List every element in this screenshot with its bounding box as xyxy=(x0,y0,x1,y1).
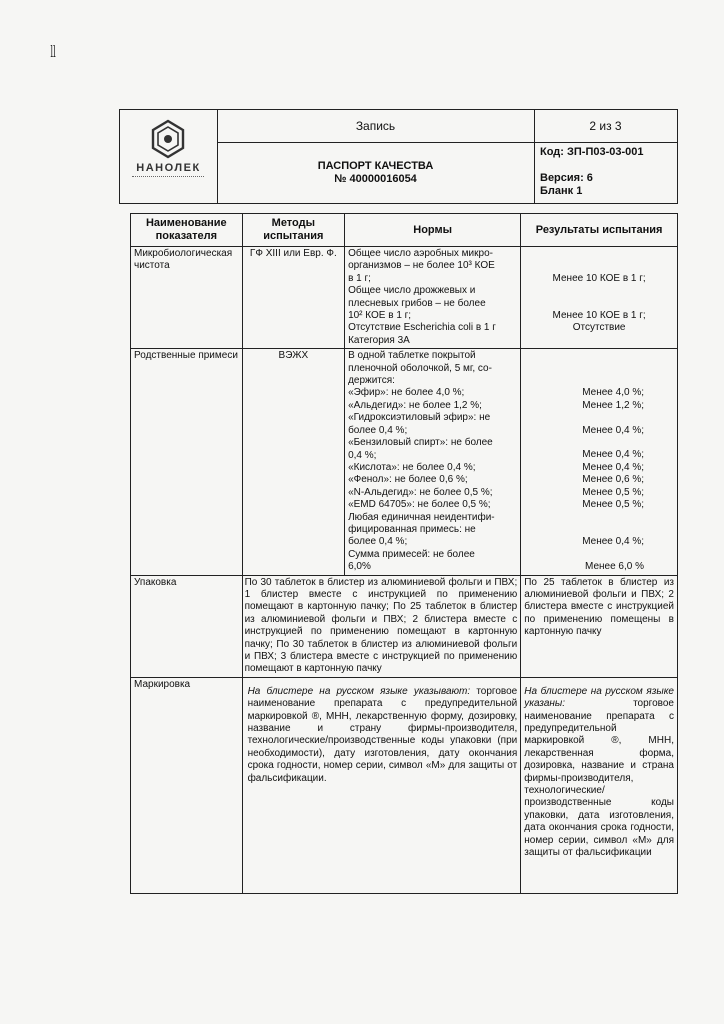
row-name: Упаковка xyxy=(131,575,243,677)
doc-number: № 40000016054 xyxy=(334,172,417,185)
doc-version: Версия: 6 xyxy=(540,172,593,184)
marking-result-lead: На блистере на русском языке указаны: xyxy=(524,685,674,710)
result-line: Менее 0,4 %; xyxy=(582,424,644,436)
table-row xyxy=(131,575,678,677)
norm-line: 6,0% xyxy=(348,561,371,573)
norm-line: держится: xyxy=(348,375,395,387)
norm-line: в 1 г; xyxy=(348,272,371,284)
packaging-result-text: По 25 таблеток в блистер из алюминиевой фольги и ПВХ; 2 блистера вместе с инструкцией по применению помещены в картонную пачку xyxy=(524,576,674,638)
result-line: Менее 10 КОЕ в 1 г; xyxy=(552,272,646,284)
table-row xyxy=(131,247,678,349)
norm-line: «Фенол»: не более 0,6 %; xyxy=(348,474,468,486)
handwritten-mark: ll xyxy=(50,42,56,61)
row-method: ГФ XIII или Евр. Ф. xyxy=(242,247,344,349)
row-norm xyxy=(345,349,521,575)
norm-line: более 0,4 %; xyxy=(348,424,408,436)
doc-title-block xyxy=(217,142,535,203)
norm-line: Общее число дрожжевых и xyxy=(348,285,476,297)
norm-line: «Альдегид»: не более 1,2 %; xyxy=(348,399,482,411)
result-line: Отсутствие xyxy=(572,322,626,334)
norm-line: 10² КОЕ в 1 г; xyxy=(348,310,412,322)
norm-line: Категория 3А xyxy=(348,334,410,346)
norm-line: фицированная примесь: не xyxy=(348,523,476,535)
result-line: Менее 0,4 %; xyxy=(582,536,644,548)
row-name: Родственные примеси xyxy=(131,349,243,575)
result-line: Менее 0,6 %; xyxy=(582,474,644,486)
document-header xyxy=(119,109,678,204)
norm-line: 0,4 %; xyxy=(348,449,377,461)
norm-line: организмов – не более 10³ КОЕ xyxy=(348,260,495,272)
col-header-method: Методы испытания xyxy=(242,214,344,247)
doc-codes xyxy=(540,142,677,203)
row-norm xyxy=(247,677,521,893)
table-row xyxy=(131,677,678,893)
norm-line: «Гидроксиэтиловый эфир»: не xyxy=(348,412,491,424)
result-line: Менее 0,4 %; xyxy=(582,449,644,461)
brand-tagline xyxy=(132,176,204,179)
table-row xyxy=(131,349,678,575)
nanolek-logo-icon xyxy=(147,118,189,160)
company-logo xyxy=(120,110,218,203)
doc-title: ПАСПОРТ КАЧЕСТВА xyxy=(317,159,434,172)
norm-line: «N-Альдегид»: не более 0,5 %; xyxy=(348,486,493,498)
norm-line: пленочной оболочкой, 5 мг, со- xyxy=(348,362,492,374)
row-norm xyxy=(244,575,521,677)
result-line: Менее 0,5 %; xyxy=(582,499,644,511)
row-result xyxy=(521,575,678,677)
table-header-row xyxy=(131,214,678,247)
norm-line: Отсутствие Escherichia coli в 1 г xyxy=(348,322,496,334)
norm-line: «Бензиловый спирт»: не более xyxy=(348,437,493,449)
row-result xyxy=(521,677,678,893)
marking-norm xyxy=(248,686,518,785)
row-method: ВЭЖХ xyxy=(242,349,344,575)
marking-result-text: торговое наименование препарата с предупредительной маркировкой ®, МНН, лекарственная форма, дозировка, название и страна фирмы-производителя, технологические/производственные коды упаковки, дата изготовления, дата окончания срока годности, номер серии, символ «М» для защиты от фальсификации xyxy=(524,698,674,859)
marking-norm-text: торговое наименование препарата с предупредительной маркировкой ®, МНН, лекарственную форму, дозировку, название и страну фирмы-производителя, технологические/производственные коды упаковки (при необходимости), дату изготовления, дату окончания срока годности, номер серии, символ «М» для защиты от фальсификации. xyxy=(247,685,518,784)
norm-line: «Кислота»: не более 0,4 %; xyxy=(348,461,476,473)
col-header-result: Результаты испытания xyxy=(521,214,678,247)
norm-line: В одной таблетке покрытой xyxy=(348,350,476,362)
norm-line: «EMD 64705»: не более 0,5 %; xyxy=(348,499,491,511)
result-line: Менее 1,2 %; xyxy=(582,399,644,411)
norm-line: Сумма примесей: не более xyxy=(348,548,475,560)
row-norm xyxy=(345,247,521,349)
doc-code: Код: ЗП-П03-03-001 xyxy=(540,146,644,158)
norm-line: Любая единичная неидентифи- xyxy=(348,511,495,523)
doc-blank: Бланк 1 xyxy=(540,185,583,197)
result-line: Менее 6,0 % xyxy=(585,561,644,573)
row-name: Маркировка xyxy=(131,677,243,893)
col-header-norm: Нормы xyxy=(345,214,521,247)
norm-line: более 0,4 %; xyxy=(348,536,408,548)
norm-line: Общее число аэробных микро- xyxy=(348,248,493,259)
packaging-norm-text: По 30 таблеток в блистер из алюминиевой фольги и ПВХ; 1 блистер вместе с инструкцией по применению помещают в картонную пачку; По 25 таблеток в блистер из алюминиевой фольги и ПВХ; 2 блистера вместе с инструкцией по применению помещают в картонную пачку; По 30 таблеток в блистер из алюминиевой фольги и ПВХ; 3 блистера вместе с инструкцией по применению помещают в картонную пачку xyxy=(244,576,518,675)
record-label: Запись xyxy=(217,110,535,143)
brand-name: НАНОЛЕК xyxy=(136,162,201,174)
page-number: 2 из 3 xyxy=(534,110,677,143)
result-line: Менее 0,4 %; xyxy=(582,461,644,473)
quality-table xyxy=(130,213,678,894)
row-result xyxy=(521,247,678,349)
norm-line: плесневых грибов – не более xyxy=(348,297,486,309)
result-line: Менее 10 КОЕ в 1 г; xyxy=(552,309,646,321)
norm-line: «Эфир»: не более 4,0 %; xyxy=(348,387,465,399)
result-line: Менее 0,5 %; xyxy=(582,486,644,498)
row-name: Микробиологическая чистота xyxy=(131,247,243,349)
col-header-name: Наименование показателя xyxy=(131,214,243,247)
result-line: Менее 4,0 %; xyxy=(582,387,644,399)
marking-norm-lead: На блистере на русском языке указывают: xyxy=(247,685,471,697)
row-result xyxy=(521,349,678,575)
